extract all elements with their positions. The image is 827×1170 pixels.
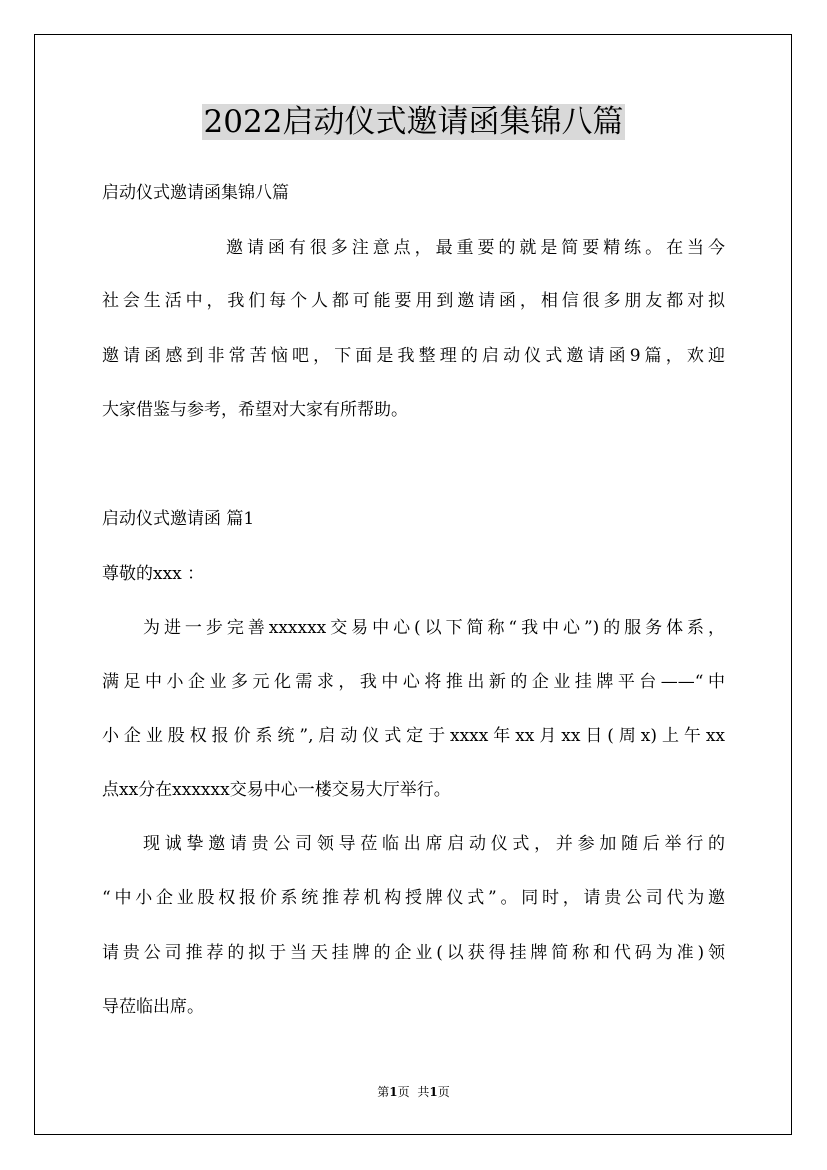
para2-line-3: 请贵公司推荐的拟于当天挂牌的企业(以获得挂牌简称和代码为准)领 [102, 943, 725, 963]
intro-line-2: 社会生活中，我们每个人都可能要用到邀请函，相信很多朋友都对拟 [102, 291, 725, 311]
para1-line-2: 满足中小企业多元化需求，我中心将推出新的企业挂牌平台——“中 [102, 672, 725, 692]
footer-total-prefix: 共 [417, 1085, 430, 1099]
para1-line-4: 点xx分在xxxxxx交易中心一楼交易大厅举行。 [102, 780, 451, 800]
intro-line-3: 邀请函感到非常苦恼吧，下面是我整理的启动仪式邀请函9篇，欢迎 [102, 346, 725, 366]
footer-total-number: 1 [429, 1085, 438, 1099]
para2-line-4: 导莅临出席。 [102, 997, 204, 1017]
para1-line-3: 小企业股权报价系统”,启动仪式定于xxxx年xx月xx日(周x)上午xx [102, 726, 725, 746]
intro-line-1: 邀请函有很多注意点，最重要的就是简要精练。在当今 [226, 238, 725, 258]
salutation: 尊敬的xxx ： [102, 564, 205, 584]
subtitle: 启动仪式邀请函集锦八篇 [102, 183, 289, 203]
footer-page-mid: 页 [397, 1085, 410, 1099]
footer-page-prefix: 第 [377, 1085, 390, 1099]
footer-total-suffix: 页 [437, 1085, 450, 1099]
intro-line-4: 大家借鉴与参考，希望对大家有所帮助。 [102, 400, 408, 420]
para1-line-1: 为进一步完善xxxxxx交易中心(以下简称“我中心”)的服务体系， [143, 618, 725, 638]
para2-line-2: “中小企业股权报价系统推荐机构授牌仪式”。同时，请贵公司代为邀 [102, 888, 725, 908]
page-footer [0, 1083, 827, 1101]
para2-line-1: 现诚挚邀请贵公司领导莅临出席启动仪式，并参加随后举行的 [143, 834, 725, 854]
footer-page-number: 1 [389, 1085, 398, 1099]
document-title: 2022启动仪式邀请函集锦八篇 [203, 104, 624, 140]
section-heading: 启动仪式邀请函 篇1 [102, 509, 255, 529]
